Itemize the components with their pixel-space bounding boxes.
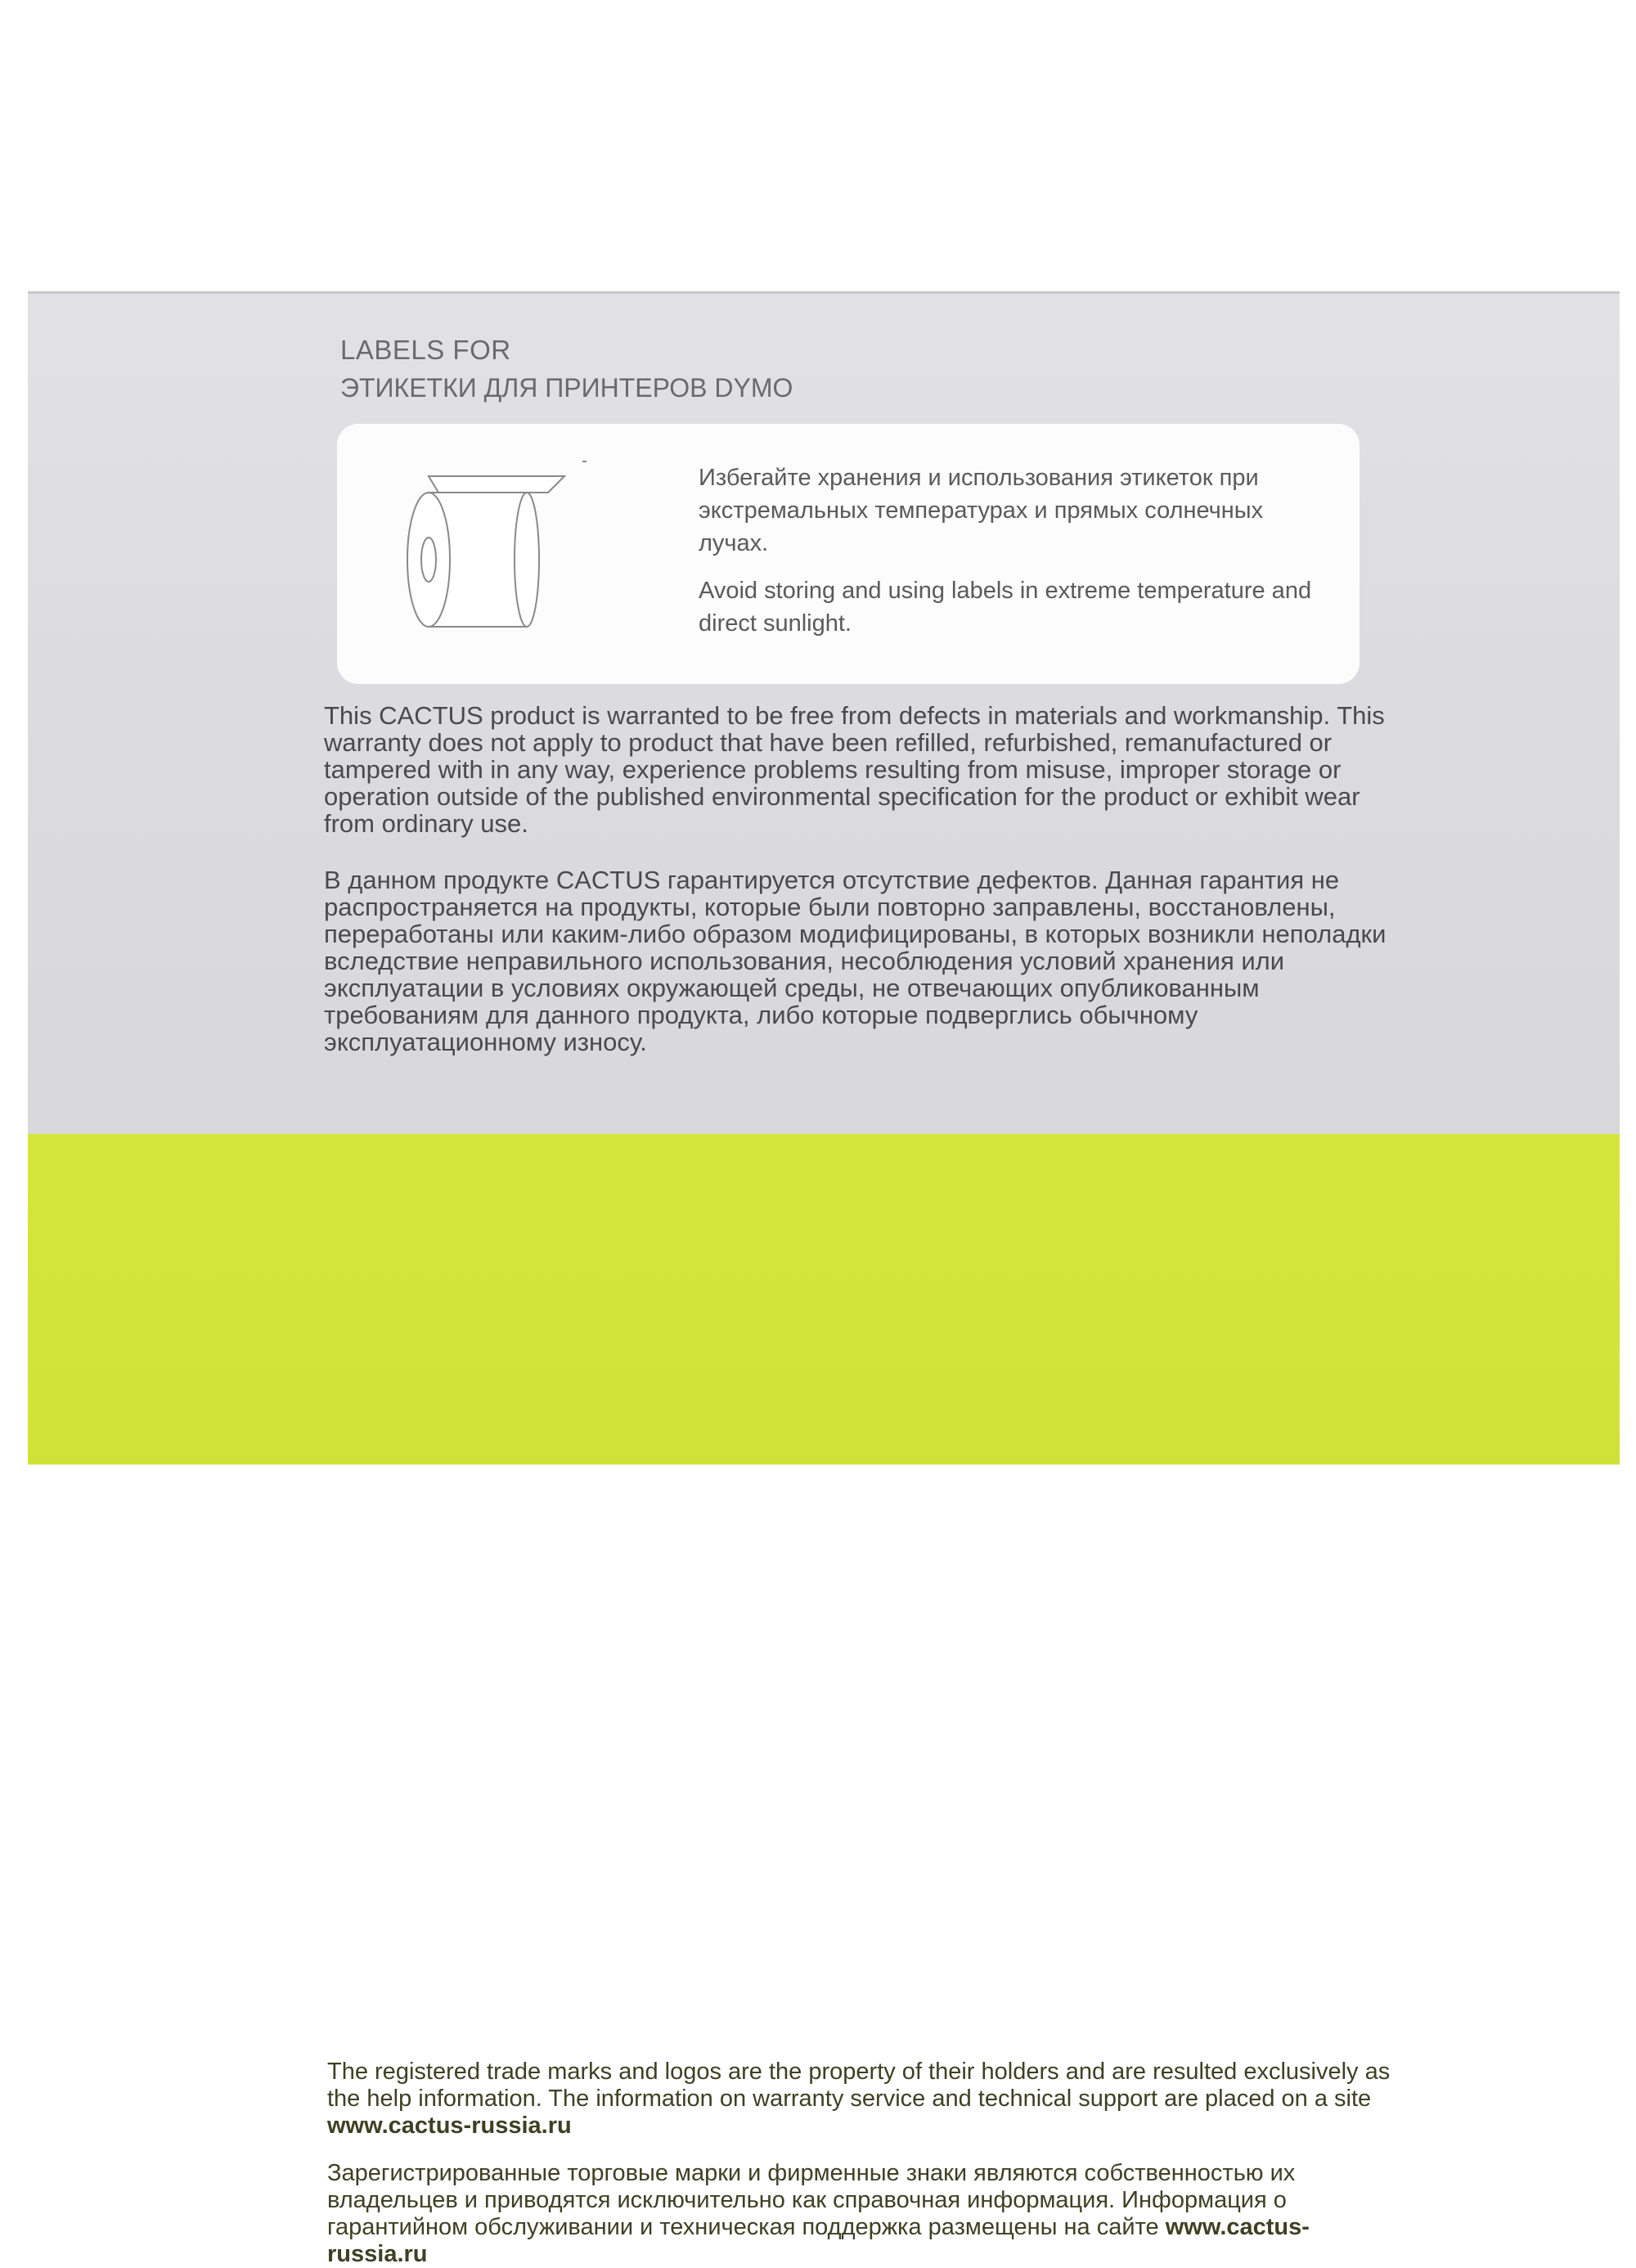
header-line-en: LABELS FOR bbox=[340, 335, 511, 365]
trademark-notice bbox=[327, 2059, 1391, 2268]
trademark-body-ru: Зарегистрированные торговые марки и фирменные знаки являются собственностью их владельцев и приводятся исключительно как справочная информация. Информация о гарантийном обслуживании и техническая поддержка размещены на сайте bbox=[327, 2160, 1296, 2240]
website-link-ru: www.cactus-russia.ru bbox=[327, 2214, 1310, 2267]
header-line-ru: ЭТИКЕТКИ ДЛЯ ПРИНТЕРОВ DYMO bbox=[340, 373, 793, 403]
package-back-panel bbox=[28, 291, 1620, 2267]
warranty-text-ru: В данном продукте CACTUS гарантируется отсутствие дефектов. Данная гарантия не распространяется на продукты, которые были повторно заправлены, восстановлены, переработаны или каким-либо образом модифицированы, в которых возникли неполадки вследствие неправильного использования, несоблюдения условий хранения или эксплуатации в условиях окружающей среды, не отвечающих опубликованным требованиям для данного продукта, либо которые подверглись обычному эксплуатационному износу. bbox=[324, 866, 1387, 1056]
storage-caution-card bbox=[337, 424, 1360, 684]
caution-text-ru: Избегайте хранения и использования этикеток при экстремальных температурах и прямых солнечных лучах. bbox=[699, 465, 1264, 556]
green-panel bbox=[28, 1134, 1620, 2267]
caution-text bbox=[699, 461, 1320, 640]
product-header bbox=[340, 334, 793, 404]
trademark-text-ru bbox=[327, 2160, 1391, 2268]
trademark-body-en: The registered trade marks and logos are the property of their holders and are resulted exclusively as the help information. The information on warranty service and technical support are placed on a site bbox=[327, 2059, 1391, 2112]
trademark-text-en bbox=[327, 2059, 1391, 2140]
warranty-text-en: This CACTUS product is warranted to be free from defects in materials and workmanship. This warranty does not apply to product that have been refilled, refurbished, remanufactured or tampered with in any way, experience problems resulting from misuse, improper storage or operation outside of the published environmental specification for the product or exhibit wear from ordinary use. bbox=[324, 701, 1385, 838]
website-link-en: www.cactus-russia.ru bbox=[327, 2113, 572, 2139]
caution-text-en: Avoid storing and using labels in extreme temperature and direct sunlight. bbox=[699, 578, 1312, 637]
grey-panel bbox=[28, 291, 1620, 1134]
box-top-edge bbox=[28, 291, 1620, 294]
warranty-section bbox=[324, 702, 1387, 1055]
label-roll-icon bbox=[378, 461, 591, 646]
